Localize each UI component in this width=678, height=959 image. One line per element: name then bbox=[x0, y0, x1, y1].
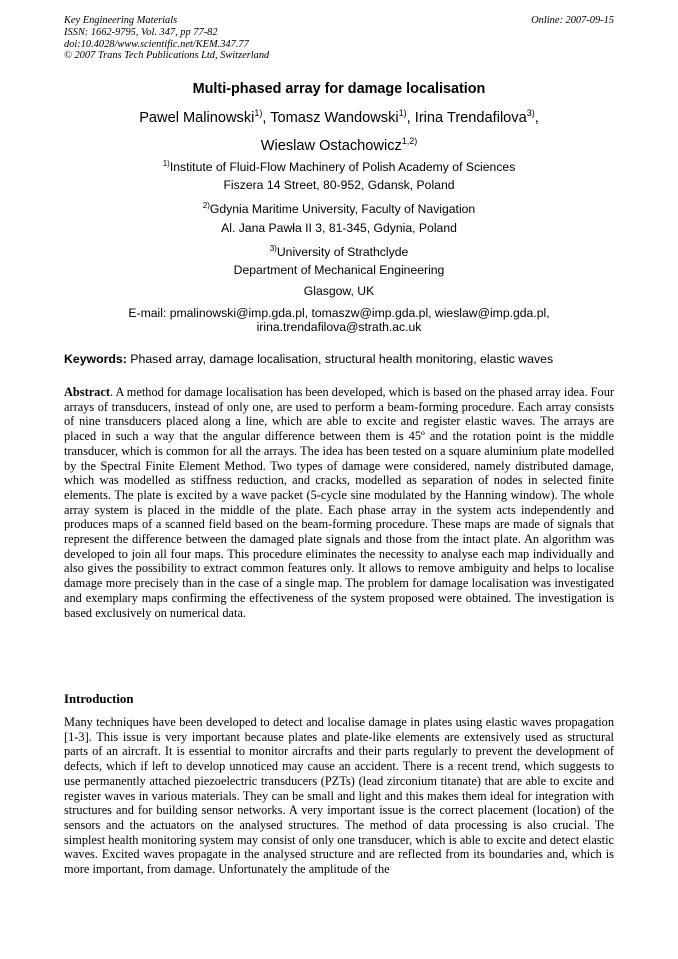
author-name: , Irina Trendafilova bbox=[406, 109, 527, 126]
doi-line: doi:10.4028/www.scientific.net/KEM.347.77 bbox=[64, 38, 249, 50]
author-name: , Tomasz Wandowski bbox=[262, 109, 399, 126]
author-name: Pawel Malinowski bbox=[139, 109, 255, 126]
author-affil-mark: 3) bbox=[526, 108, 535, 118]
issn-line: ISSN: 1662-9795, Vol. 347, pp 77-82 bbox=[64, 26, 218, 38]
abstract-text: . A method for damage localisation has been developed, which is based on the phased array idea. Four arrays of transducers, instead of only one, are used to perform a beam-forming procedure. Each array consists of nine transducers placed along a line, which are able to excite and register elastic waves. The arrays are placed in such a way that the angular difference between them is 45º and the rotation point is the middle transducer, which is common for all the arrays. The idea has been tested on a square aluminium plate modelled by the Spectral Finite Element Method. Two types of damage were considered, namely distributed damage, which was modelled as stiffness reduction, and cracks, modelled as separation of nodes in selected finite elements. The plate is excited by a wave packet (5-cycle sine modulated by the Hanning window). The whole array system is placed in the middle of the plate. Each phase array in the system acts independently and produces maps of a scanned field based on the beam-forming procedure. These maps are made of signals that represent the difference between the damaged plate signals and those from the intact plate. An algorithm was developed to join all four maps. This procedure eliminates the necessity to analyse each map individually and also gives the possibility to extract common features only. It allows to remove ambiguity and helps to localise damage more precisely than in the case of a single map. The problem for damage localisation was investigated and exemplary maps confirming the effectiveness of the system proposed were obtained. The investigation is based exclusively on numerical data. bbox=[64, 385, 614, 620]
copyright-line: © 2007 Trans Tech Publications Ltd, Switzerland bbox=[64, 50, 270, 62]
affiliation-3 bbox=[0, 242, 678, 259]
introduction-text: Many techniques have been developed to detect and localise damage in plates using elastic waves propagation [1-3]. This issue is very important because plates and plate-like elements are extensively used as structural parts of an aircraft. It is essential to monitor aircrafts and their parts regularly to prevent the development of defects, which if left to develop unnoticed may cause an accident. There is a recent trend, which suggests to use permanently attached piezoelectric transducers (PZTs) (lead zirconium titanate) that are able to excite and register waves in various materials. They can be small and light and this makes them ideal for integration with structures and for building sensor networks. A very important issue is the correct placement (location) of the sensors and the actuators on the analysed structures. The method of data processing is also crucial. The simplest health monitoring system may consist of only one transducer, which is able to excite and detect elastic waves. Excited waves propagate in the analysed structure and are reflected from its boundaries and, which is more important, from damage. Unfortunately the amplitude of the bbox=[64, 715, 614, 877]
affil-name: University of Strathclyde bbox=[276, 245, 409, 260]
affil-name: Gdynia Maritime University, Faculty of Navigation bbox=[209, 202, 476, 217]
affil-mark: 3) bbox=[269, 244, 277, 253]
affiliation-2-address: Al. Jana Pawła II 3, 81-345, Gdynia, Poland bbox=[221, 221, 457, 235]
affiliation-1 bbox=[0, 157, 678, 174]
author-line-1 bbox=[0, 102, 678, 130]
affil-mark: 2) bbox=[202, 201, 210, 210]
author-line-2 bbox=[0, 130, 678, 158]
affiliation-1-address: Fiszera 14 Street, 80-952, Gdansk, Poland bbox=[223, 178, 455, 192]
author-affil-mark: 1) bbox=[254, 108, 263, 118]
author-affil-mark: 1,2) bbox=[401, 135, 418, 146]
online-date: Online: 2007-09-15 bbox=[531, 15, 614, 26]
keywords bbox=[64, 352, 614, 366]
author-separator: , bbox=[534, 109, 539, 126]
affil-mark: 1) bbox=[162, 159, 170, 168]
paper-title: Multi-phased array for damage localisation bbox=[192, 81, 486, 97]
author-list bbox=[0, 102, 678, 158]
author-name: Wieslaw Ostachowicz bbox=[260, 137, 402, 154]
affiliation-3-city: Glasgow, UK bbox=[303, 284, 375, 298]
keywords-text: Phased array, damage localisation, structural health monitoring, elastic waves bbox=[126, 352, 554, 366]
email-line-1: E-mail: pmalinowski@imp.gda.pl, tomaszw@imp.gda.pl, wieslaw@imp.gda.pl, bbox=[128, 306, 550, 320]
keywords-label: Keywords: bbox=[64, 352, 127, 366]
abstract-label: Abstract bbox=[64, 385, 110, 399]
journal-header bbox=[64, 15, 614, 62]
affiliation-2 bbox=[0, 199, 678, 216]
affiliation-3-department: Department of Mechanical Engineering bbox=[233, 263, 445, 277]
abstract bbox=[64, 385, 614, 620]
author-affil-mark: 1) bbox=[398, 108, 407, 118]
affil-name: Institute of Fluid-Flow Machinery of Polish Academy of Sciences bbox=[169, 160, 516, 175]
introduction-heading: Introduction bbox=[64, 692, 134, 706]
email-line-2: irina.trendafilova@strath.ac.uk bbox=[256, 320, 422, 334]
journal-name: Key Engineering Materials bbox=[64, 15, 178, 26]
